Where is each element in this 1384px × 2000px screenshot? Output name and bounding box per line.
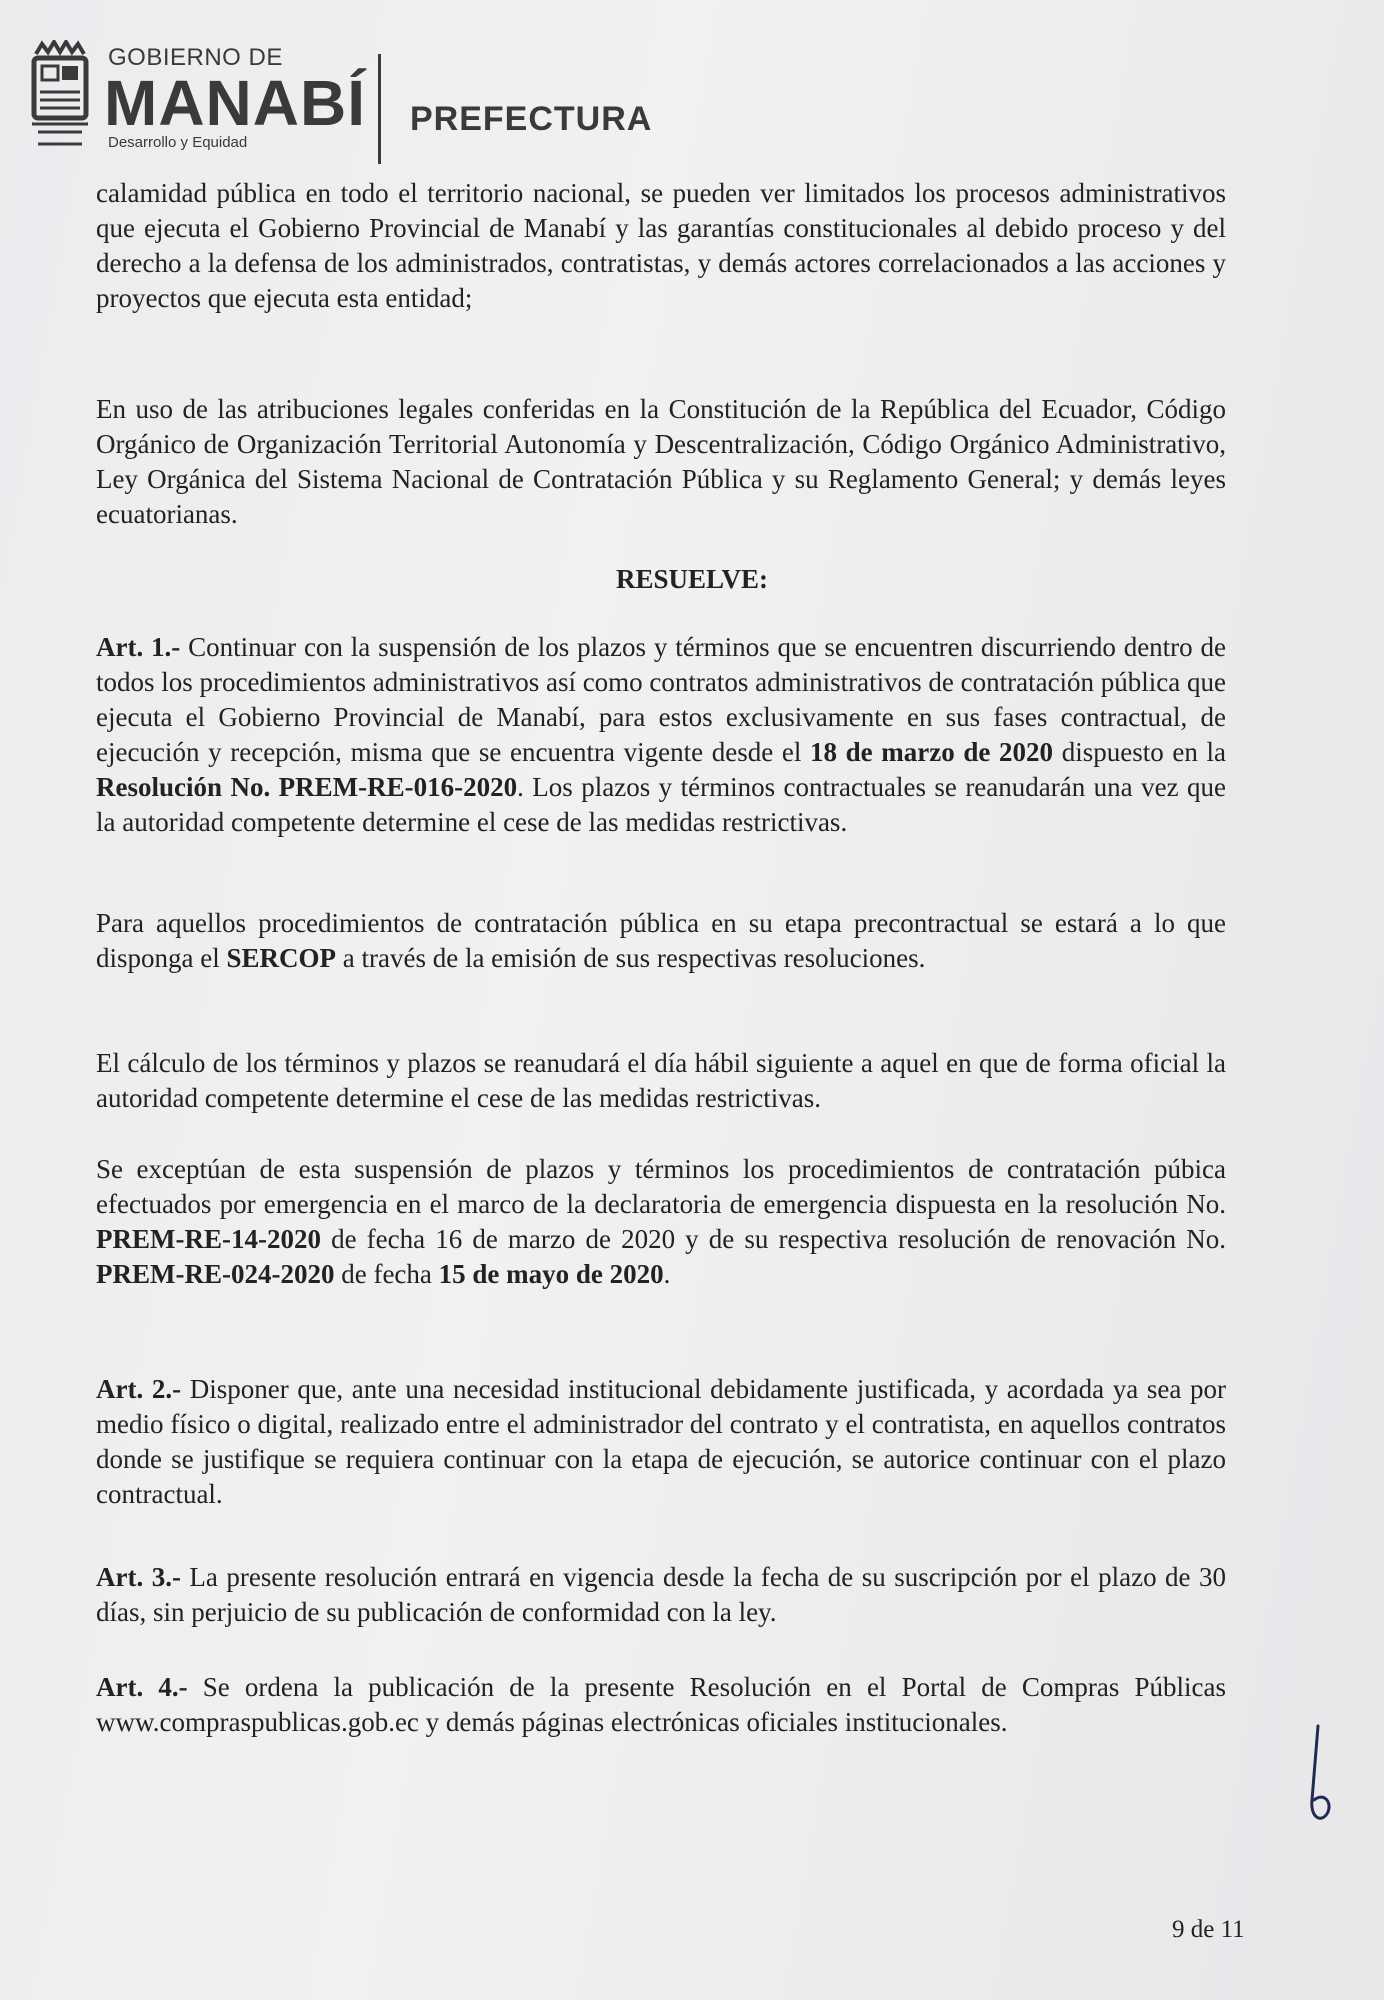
article-2-label: Art. 2.- bbox=[96, 1374, 182, 1404]
sercop-label: SERCOP bbox=[226, 943, 337, 973]
article-1-resolution: Resolución No. PREM-RE-016-2020 bbox=[96, 772, 518, 802]
article-3-text: La presente resolución entrará en vigencia desde la fecha de su suscripción por el plazo de 30 días, sin perjuicio de su publicación de conformidad con la ley. bbox=[96, 1562, 1226, 1627]
article-2-text: Disponer que, ante una necesidad institucional debidamente justificada, y acordada ya sea por medio físico o digital, realizado entre el administrador del contrato y el contratista, en aquellos contratos donde se justifique se requiera continuar con la etapa de ejecución, se autorice continuar con el plazo contractual. bbox=[96, 1374, 1227, 1509]
gov-tagline: Desarrollo y Equidad bbox=[108, 134, 248, 151]
resolution-024: PREM-RE-024-2020 bbox=[96, 1259, 335, 1289]
paragraph-intro: calamidad pública en todo el territorio nacional, se pueden ver limitados los procesos administrativos que ejecuta el Gobierno Provincial de Manabí y las garantías constitucionales al debido proceso y del derecho a la defensa de los administrados, contratistas, y demás actores correlacionados a las acciones y proyectos que ejecuta esta entidad; bbox=[96, 178, 1226, 313]
article-1 bbox=[96, 630, 1226, 840]
article-1-date: 18 de marzo de 2020 bbox=[809, 737, 1054, 767]
article-3-label: Art. 3.- bbox=[96, 1562, 181, 1592]
article-1-text-b: dispuesto en la bbox=[1053, 737, 1226, 767]
article-1-para4-c: de fecha bbox=[334, 1259, 439, 1289]
resolve-heading: RESUELVE: bbox=[615, 564, 769, 594]
article-3 bbox=[96, 1560, 1226, 1630]
article-1-label: Art. 1.- bbox=[96, 632, 181, 662]
gov-big-title: MANABÍ bbox=[104, 67, 366, 139]
article-1-para4-a: Se exceptúan de esta suspensión de plazos y términos los procedimientos de contratación púbica efectuados por emergencia en el marco de la declaratoria de emergencia dispuesta en la resolución No. bbox=[96, 1154, 1226, 1219]
date-15-may: 15 de mayo de 2020 bbox=[438, 1259, 664, 1289]
article-1-para2-a: Para aquellos procedimientos de contratación pública en su etapa precontractual se estará a lo que disponga el bbox=[96, 908, 1226, 973]
article-1-precontractual bbox=[96, 906, 1226, 976]
article-1-calculation: El cálculo de los términos y plazos se reanudará el día hábil siguiente a aquel en que de forma oficial la autoridad competente determine el cese de las medidas restrictivas. bbox=[96, 1048, 1226, 1113]
article-4-text: Se ordena la publicación de la presente Resolución en el Portal de Compras Públicas www.compraspublicas.gob.ec y demás páginas electrónicas oficiales institucionales. bbox=[96, 1672, 1226, 1737]
article-1-text-a: Continuar con la suspensión de los plazos y términos que se encuentren discurriendo dentro de todos los procedimientos administrativos así como contratos administrativos de contratación pública que ejecuta el Gobierno Provincial de Manabí, para estos exclusivamente en sus fases contractual, de ejecución y recepción, misma que se encuentra vigente desde el bbox=[96, 632, 1227, 767]
gov-small-title: GOBIERNO DE bbox=[108, 44, 283, 71]
resolution-14: PREM-RE-14-2020 bbox=[96, 1224, 321, 1254]
article-1-para4-d: . bbox=[663, 1259, 671, 1289]
article-1-exceptions bbox=[96, 1152, 1226, 1292]
handwritten-initial-mark bbox=[1288, 1720, 1348, 1830]
article-1-para2-b: a través de la emisión de sus respectivas resoluciones. bbox=[336, 943, 926, 973]
article-4 bbox=[96, 1670, 1226, 1740]
article-1-text-c: . Los plazos y términos contractuales se reanudarán una vez que la autoridad competente determine el cese de las medidas restrictivas. bbox=[96, 772, 1226, 837]
article-4-label: Art. 4.- bbox=[96, 1672, 188, 1702]
paragraph-attributions: En uso de las atribuciones legales conferidas en la Constitución de la República del Ecuador, Código Orgánico de Organización Territorial Autonomía y Descentralización, Código Orgánico Administrativo, Ley Orgánica del Sistema Nacional de Contratación Pública y su Reglamento General; y demás leyes ecuatorianas. bbox=[96, 394, 1226, 529]
page-number: 9 de 11 bbox=[1172, 1916, 1245, 1943]
header-divider bbox=[378, 54, 381, 164]
article-2 bbox=[96, 1372, 1226, 1512]
article-1-para4-b: de fecha 16 de marzo de 2020 y de su respectiva resolución de renovación No. bbox=[320, 1224, 1226, 1254]
office-title: PREFECTURA bbox=[410, 100, 653, 138]
manabi-coat-of-arms-icon bbox=[28, 40, 92, 148]
